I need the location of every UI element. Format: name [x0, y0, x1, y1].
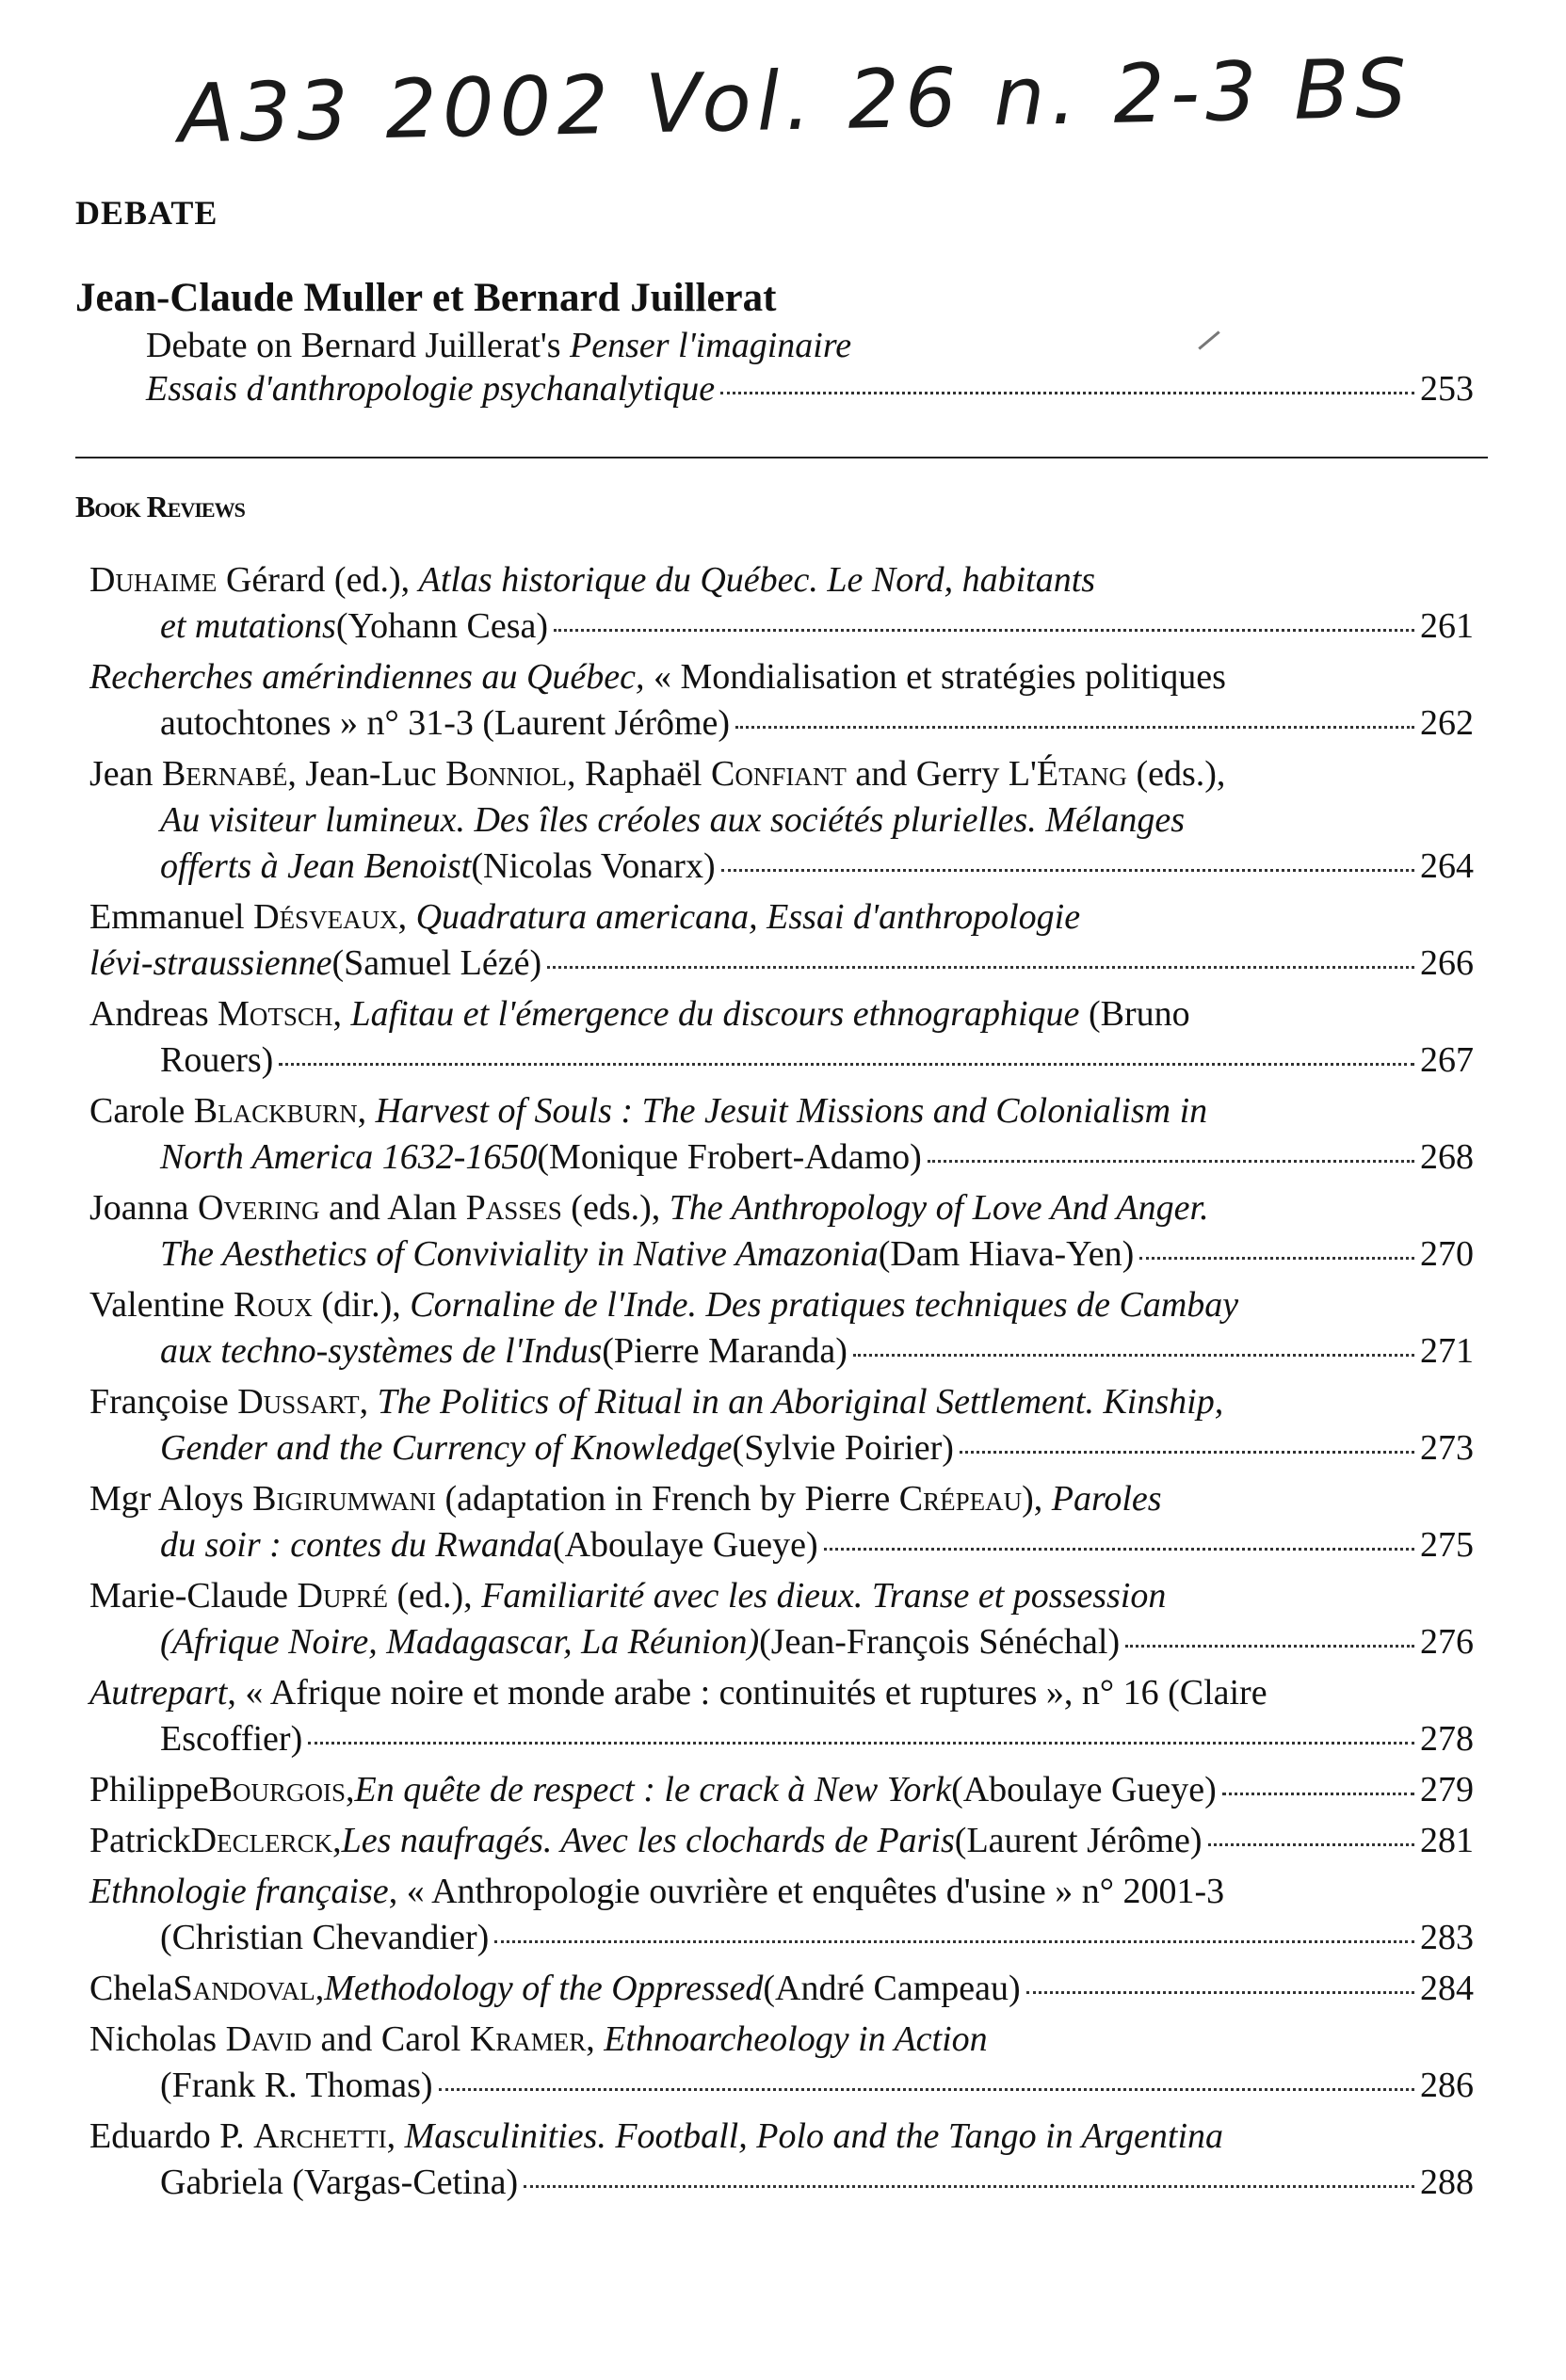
- list-item: Autrepart, « Afrique noire et monde arabe : continuités et ruptures », n° 16 (Claire Escoffier) 278: [89, 1670, 1474, 1762]
- page-number: 283: [1420, 1918, 1474, 1957]
- page-number: 288: [1420, 2163, 1474, 2202]
- list-item: Duhaime Gérard (ed.), Atlas historique du Québec. Le Nord, habitants et mutations (Yohann Cesa) 261: [89, 557, 1474, 650]
- list-item: Andreas Motsch, Lafitau et l'émergence du discours ethnographique (Bruno Rouers) 267: [89, 991, 1474, 1084]
- section-divider: [75, 457, 1488, 458]
- page-number: 267: [1420, 1040, 1474, 1080]
- debate-line-2: Essais d'anthropologie psychanalytique 253: [146, 369, 1474, 409]
- page-number: 271: [1420, 1331, 1474, 1371]
- list-item: Eduardo P. Archetti, Masculinities. Football, Polo and the Tango in Argentina Gabriela (Vargas-Cetina) 288: [89, 2114, 1474, 2206]
- list-item: Carole Blackburn, Harvest of Souls : The Jesuit Missions and Colonialism in North America 1632-1650 (Monique Frobert-Adamo) 268: [89, 1088, 1474, 1181]
- page-number: 270: [1420, 1234, 1474, 1274]
- page-number: 284: [1420, 1969, 1474, 2008]
- list-item: Ethnologie française, « Anthropologie ouvrière et enquêtes d'usine » n° 2001-3 (Christian Chevandier) 283: [89, 1869, 1474, 1961]
- page-number: 262: [1420, 703, 1474, 743]
- list-item: Chela Sandoval , Methodology of the Oppressed (André Campeau) 284: [89, 1966, 1474, 2012]
- page-number: 273: [1420, 1428, 1474, 1468]
- book-reviews-list: [89, 557, 1474, 2211]
- list-item: Valentine Roux (dir.), Cornaline de l'Inde. Des pratiques techniques de Cambay aux techno-systèmes de l'Indus (Pierre Maranda) 271: [89, 1282, 1474, 1375]
- dot-leader: [720, 392, 1414, 394]
- page-number: 275: [1420, 1525, 1474, 1565]
- debate-line-1: Debate on Bernard Juillerat's Penser l'imaginaire: [146, 326, 852, 365]
- page-number: 261: [1420, 606, 1474, 646]
- debate-authors: Jean-Claude Muller et Bernard Juillerat: [75, 276, 777, 320]
- page-number: 253: [1420, 369, 1474, 409]
- list-item: Joanna Overing and Alan Passes (eds.), The Anthropology of Love And Anger. The Aesthetics of Conviviality in Native Amazonia (Dam Hiava-Yen) 270: [89, 1185, 1474, 1278]
- list-item: Patrick Declerck , Les naufragés. Avec les clochards de Paris (Laurent Jérôme) 281: [89, 1818, 1474, 1864]
- page-number: 281: [1420, 1821, 1474, 1860]
- page-number: 276: [1420, 1622, 1474, 1662]
- list-item: Françoise Dussart, The Politics of Ritual in an Aboriginal Settlement. Kinship, Gender and the Currency of Knowledge (Sylvie Poirier) 273: [89, 1379, 1474, 1471]
- list-item: Recherches amérindiennes au Québec, « Mondialisation et stratégies politiques autochtones » n° 31-3 (Laurent Jérôme) 262: [89, 654, 1474, 747]
- page-number: 268: [1420, 1137, 1474, 1177]
- page-number: 278: [1420, 1719, 1474, 1759]
- list-item: Jean Bernabé, Jean-Luc Bonniol, Raphaël Confiant and Gerry L'Étang (eds.), Au visiteur lumineux. Des îles créoles aux sociétés plurielles. Mélanges offerts à Jean Benoist (Nicolas Vonarx) 264: [89, 751, 1474, 890]
- page-number: 264: [1420, 846, 1474, 886]
- section-heading-book-reviews: Book Reviews: [75, 490, 245, 523]
- debate-entry: [75, 273, 1474, 410]
- section-heading-debate: DEBATE: [75, 194, 218, 232]
- handwritten-annotation: A33 2002 Vol. 26 n. 2-3 BS: [177, 41, 1413, 162]
- list-item: Mgr Aloys Bigirumwani (adaptation in French by Pierre Crépeau), Paroles du soir : contes du Rwanda (Aboulaye Gueye) 275: [89, 1476, 1474, 1568]
- page-number: 286: [1420, 2066, 1474, 2105]
- list-item: Emmanuel Désveaux, Quadratura americana, Essai d'anthropologie lévi-straussienne (Samuel Lézé) 266: [89, 894, 1474, 987]
- page-number: 279: [1420, 1770, 1474, 1809]
- list-item: Nicholas David and Carol Kramer, Ethnoarcheology in Action (Frank R. Thomas) 286: [89, 2017, 1474, 2109]
- list-item: Marie-Claude Dupré (ed.), Familiarité avec les dieux. Transe et possession (Afrique Noire, Madagascar, La Réunion) (Jean-François Sénéchal) 276: [89, 1573, 1474, 1665]
- list-item: Philippe Bourgois , En quête de respect : le crack à New York (Aboulaye Gueye) 279: [89, 1767, 1474, 1813]
- page-number: 266: [1420, 943, 1474, 983]
